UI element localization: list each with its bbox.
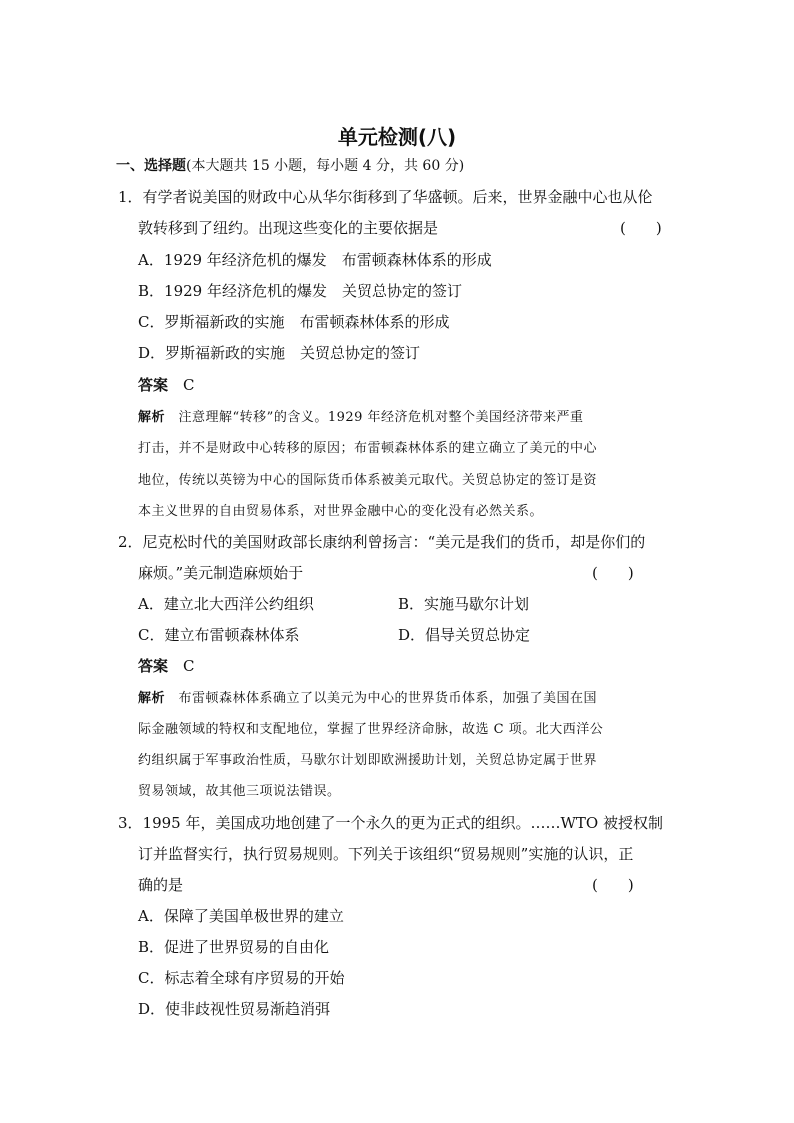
q3-option-a: A．保障了美国单极世界的建立 [138, 907, 344, 925]
q2-answer [138, 655, 195, 676]
q1-stem-line2: 敦转移到了纽约。出现这些变化的主要依据是 [138, 219, 439, 237]
section-heading [116, 155, 464, 175]
q1-answer [138, 374, 195, 395]
q1-option-c: C．罗斯福新政的实施 布雷顿森林体系的形成 [138, 313, 450, 331]
q1-stem-line1: 1．有学者说美国的财政中心从华尔街移到了华盛顿。后来，世界金融中心也从伦 [118, 188, 653, 206]
q3-stem-line3: 确的是 [138, 876, 184, 894]
q1-analysis-line1: 解析 注意理解“转移”的含义。1929 年经济危机对整个美国经济带来严重 [138, 410, 584, 425]
q1-option-b: B．1929 年经济危机的爆发 关贸总协定的签订 [138, 282, 462, 300]
q2-option-a: A．建立北大西洋公约组织 [138, 595, 314, 613]
q1-answer-blank: ( ) [620, 219, 662, 237]
q3-stem-line1: 3．1995 年，美国成功地创建了一个永久的更为正式的组织。……WTO 被授权制 [118, 814, 663, 832]
q3-option-d: D．使非歧视性贸易渐趋消弭 [138, 1000, 331, 1018]
page-title: 单元检测(八) [337, 125, 457, 149]
q2-analysis-line2: 际金融领域的特权和支配地位，掌握了世界经济命脉，故选 C 项。北大西洋公 [138, 722, 604, 737]
analysis-label: 解析 [138, 691, 166, 706]
q1-analysis-line4: 本主义世界的自由贸易体系，对世界金融中心的变化没有必然关系。 [138, 504, 544, 519]
q3-answer-blank: ( ) [592, 876, 634, 894]
answer-label: 答案 [138, 657, 169, 675]
q3-option-b: B．促进了世界贸易的自由化 [138, 938, 330, 956]
q2-stem-line2: 麻烦。”美元制造麻烦始于 [138, 564, 304, 582]
analysis-label: 解析 [138, 410, 166, 425]
q1-analysis-line2: 打击，并不是财政中心转移的原因；布雷顿森林体系的建立确立了美元的中心 [138, 441, 598, 456]
section-label: 一、选择题 [116, 158, 186, 174]
q2-answer-value: C [183, 657, 195, 675]
q3-stem-line2: 订并监督实行，执行贸易规则。下列关于该组织“贸易规则”实施的认识，正 [138, 845, 634, 863]
q1-option-d: D．罗斯福新政的实施 关贸总协定的签订 [138, 344, 421, 362]
q1-answer-value: C [183, 376, 195, 394]
q2-option-d: D．倡导关贸总协定 [398, 626, 531, 644]
q2-answer-blank: ( ) [592, 564, 634, 582]
section-note: (本大题共 15 小题，每小题 4 分，共 60 分) [186, 158, 465, 174]
q2-option-c: C．建立布雷顿森林体系 [138, 626, 300, 644]
q1-analysis-line3: 地位，传统以英镑为中心的国际货币体系被美元取代。关贸总协定的签订是资 [138, 473, 598, 488]
q2-analysis-line1: 解析 布雷顿森林体系确立了以美元为中心的世界货币体系，加强了美国在国 [138, 691, 598, 706]
q2-analysis-line4: 贸易领域，故其他三项说法错误。 [138, 784, 341, 799]
q2-analysis-line3: 约组织属于军事政治性质，马歇尔计划即欧洲援助计划，关贸总协定属于世界 [138, 753, 598, 768]
q1-option-a: A．1929 年经济危机的爆发 布雷顿森林体系的形成 [138, 251, 492, 269]
answer-label: 答案 [138, 376, 169, 394]
q2-option-b: B．实施马歇尔计划 [398, 595, 530, 613]
q2-stem-line1: 2．尼克松时代的美国财政部长康纳利曾扬言：“美元是我们的货币，却是你们的 [118, 533, 646, 551]
q3-option-c: C．标志着全球有序贸易的开始 [138, 969, 345, 987]
